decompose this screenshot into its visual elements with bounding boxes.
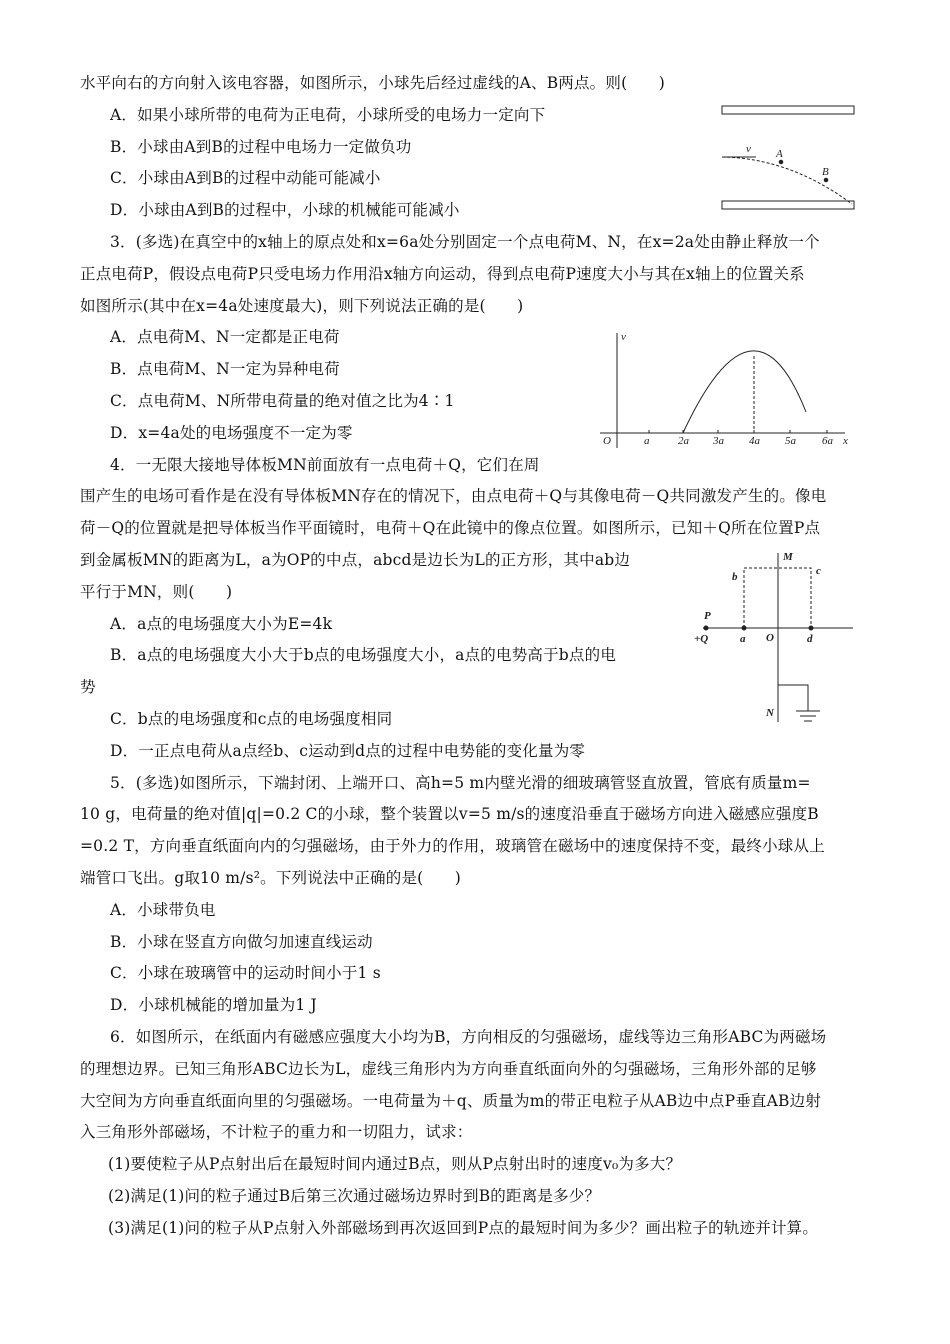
velocity-curve — [683, 351, 806, 433]
text-line: D．小球机械能的增加量为1 J — [110, 996, 317, 1015]
svg-text:v: v — [746, 143, 751, 155]
capacitor-figure — [722, 106, 854, 209]
svg-text:P: P — [704, 610, 711, 622]
conductor-plate-figure — [694, 551, 853, 722]
velocity-graph — [600, 331, 848, 448]
point-b — [824, 178, 828, 182]
text-line: 围产生的电场可看作是在没有导体板MN存在的情况下，由点电荷＋Q与其像电荷－Q共同激发产生的。像电 — [80, 487, 827, 506]
svg-text:v: v — [621, 331, 626, 343]
svg-text:d: d — [807, 633, 813, 645]
svg-text:M: M — [783, 551, 793, 563]
text-line: 5．(多选)如图所示，下端封闭、上端开口、高h=5 m内壁光滑的细玻璃管竖直放置，管底有质量m= — [110, 773, 811, 792]
text-line: B．a点的电场强度大小大于b点的电场强度大小，a点的电势高于b点的电 — [110, 646, 617, 665]
trajectory — [722, 157, 852, 204]
text-line: 势 — [80, 678, 96, 697]
text-line: B．小球在竖直方向做匀加速直线运动 — [110, 932, 373, 951]
text-line: 平行于MN，则( ) — [80, 582, 233, 601]
svg-text:a: a — [740, 633, 746, 645]
x-tick-label: 6a — [822, 435, 833, 447]
svg-text:b: b — [732, 571, 738, 583]
text-line: B．点电荷M、N一定为异种电荷 — [110, 360, 340, 379]
text-line: A．如果小球所带的电荷为正电荷，小球所受的电场力一定向下 — [110, 105, 546, 124]
text-line: A．点电荷M、N一定都是正电荷 — [110, 328, 340, 347]
text-line: 大空间为方向垂直纸面向里的匀强磁场。一电荷量为＋q、质量为m的带正电粒子从AB边中点P垂直AB边射 — [80, 1091, 822, 1110]
text-line: D．小球由A到B的过程中，小球的机械能可能减小 — [110, 201, 460, 220]
text-line: 到金属板MN的距离为L，a为OP的中点，abcd是边长为L的正方形，其中ab边 — [80, 550, 631, 569]
x-tick-label: 2a — [678, 435, 689, 447]
svg-text:c: c — [816, 565, 821, 577]
text-line: 的理想边界。已知三角形ABC边长为L，虚线三角形内为方向垂直纸面向外的匀强磁场，三角形外部的足够 — [80, 1059, 817, 1078]
text-line: 正点电荷P，假设点电荷P只受电场力作用沿x轴方向运动，得到点电荷P速度大小与其在x轴上的位置关系 — [80, 264, 805, 283]
text-line: 如图所示(其中在x=4a处速度最大)，则下列说法正确的是( ) — [80, 296, 524, 315]
text-line: (3)满足(1)问的粒子从P点射入外部磁场到再次返回到P点的最短时间为多少？画出粒子的轨迹并计算。 — [108, 1218, 819, 1237]
text-line: A．a点的电场强度大小为E=4k — [110, 614, 333, 633]
point-a — [779, 160, 783, 164]
text-line: A．小球带负电 — [110, 900, 216, 919]
text-line: 3．(多选)在真空中的x轴上的原点处和x=6a处分别固定一个点电荷M、N，在x=2a处由静止释放一个 — [110, 232, 820, 251]
text-line: C．小球在玻璃管中的运动时间小于1 s — [110, 964, 381, 983]
ground-icon — [778, 685, 820, 721]
text-line: 4．一无限大接地导体板MN前面放有一点电荷＋Q，它们在周 — [110, 455, 540, 474]
svg-text:N: N — [766, 707, 774, 719]
svg-text:A: A — [776, 148, 783, 160]
text-line: 10 g，电荷量的绝对值|q|=0.2 C的小球，整个装置以v=5 m/s的速度沿垂直于磁场方向进入磁感应强度B — [80, 805, 819, 824]
text-line: 入三角形外部磁场，不计粒子的重力和一切阻力，试求： — [80, 1123, 473, 1142]
text-line: 端管口飞出。g取10 m/s²。下列说法中正确的是( ) — [80, 868, 462, 887]
text-line: D．x=4a处的电场强度不一定为零 — [110, 423, 353, 442]
x-tick-label: 3a — [713, 435, 724, 447]
text-line: C．点电荷M、N所带电荷量的绝对值之比为4∶1 — [110, 391, 455, 410]
x-tick-label: 5a — [785, 435, 796, 447]
x-tick-label: a — [644, 435, 650, 447]
text-line: 荷－Q的位置就是把导体板当作平面镜时，电荷＋Q在此镜中的像点位置。如图所示，已知＋Q所在位置P点 — [80, 519, 821, 538]
text-line: D．一正点电荷从a点经b、c运动到d点的过程中电势能的变化量为零 — [110, 741, 586, 760]
text-line: C．小球由A到B的过程中动能可能减小 — [110, 169, 381, 188]
svg-text:O: O — [766, 632, 774, 644]
text-line: 水平向右的方向射入该电容器，如图所示，小球先后经过虚线的A、B两点。则( ) — [80, 74, 665, 92]
text-line: =0.2 T，方向垂直纸面向内的匀强磁场，由于外力的作用，玻璃管在磁场中的速度保持不变，最终小球从上 — [80, 837, 825, 856]
x-tick-label: 4a — [749, 435, 760, 447]
text-line: (1)要使粒子从P点射出后在最短时间内通过B点，则从P点射出时的速度v₀为多大？ — [108, 1155, 682, 1174]
bottom-plate — [722, 201, 854, 209]
svg-text:x: x — [843, 435, 848, 447]
text-line: C．b点的电场强度和c点的电场强度相同 — [110, 709, 393, 728]
svg-text:O: O — [603, 435, 611, 447]
svg-text:B: B — [822, 166, 829, 178]
svg-text:+Q: +Q — [694, 633, 709, 645]
text-line: (2)满足(1)问的粒子通过B后第三次通过磁场边界时到B的距离是多少？ — [108, 1186, 601, 1205]
text-line: 6．如图所示，在纸面内有磁感应强度大小均为B，方向相反的匀强磁场，虚线等边三角形ABC为两磁场 — [110, 1027, 827, 1046]
text-line: B．小球由A到B的过程中电场力一定做负功 — [110, 137, 412, 156]
top-plate — [722, 106, 854, 114]
